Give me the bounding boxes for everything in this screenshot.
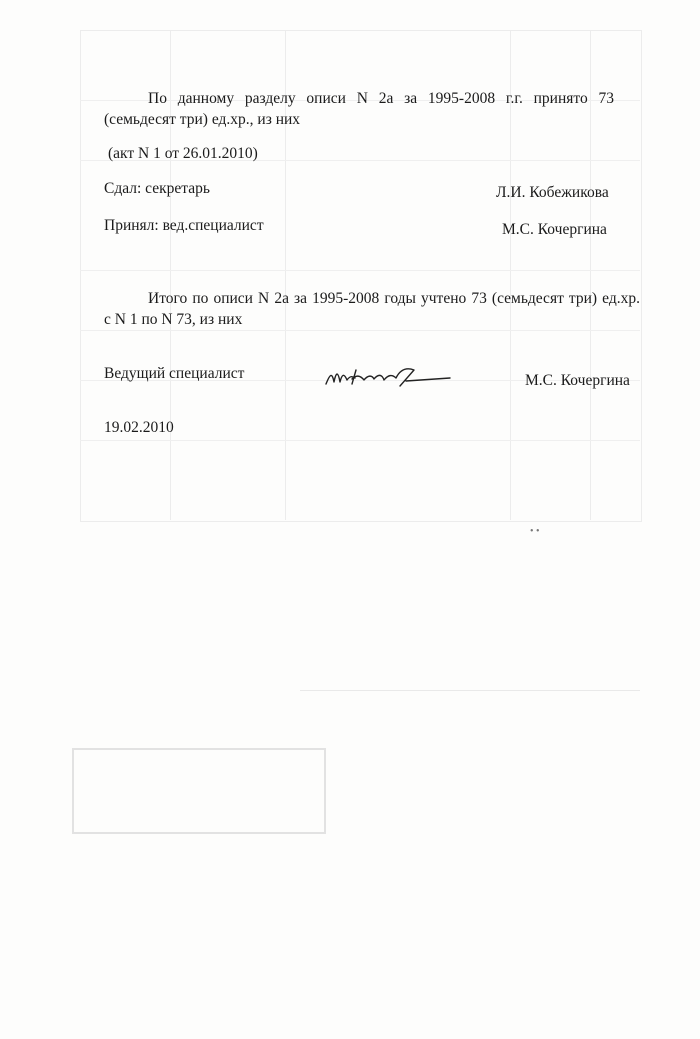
stray-marks: • • [530, 526, 540, 537]
received-name: М.С. Кочергина [502, 221, 607, 238]
leading-specialist-label: Ведущий специалист [104, 365, 245, 382]
handed-name: Л.И. Кобежикова [496, 184, 609, 201]
paragraph-accepted-line2: (семьдесят три) ед.хр., из них [104, 111, 301, 128]
bleed-through-stamp [72, 748, 326, 834]
bleed-through-line [80, 330, 640, 331]
bleed-through-line [80, 440, 640, 441]
paragraph-total-line1: Итого по описи N 2а за 1995-2008 годы учтено 73 (семьдесят три) ед.хр. [148, 290, 640, 307]
handed-label: Сдал: секретарь [104, 180, 210, 197]
handwritten-signature [322, 362, 452, 390]
paragraph-accepted-line1: По данному разделу описи N 2а за 1995-2008 г.г. принято 73 [148, 90, 614, 107]
paragraph-total [104, 288, 640, 330]
leading-specialist-name: М.С. Кочергина [525, 372, 630, 389]
received-label: Принял: вед.специалист [104, 217, 264, 234]
paragraph-accepted [104, 88, 614, 130]
act-reference: (акт N 1 от 26.01.2010) [108, 145, 258, 162]
document-date: 19.02.2010 [104, 419, 174, 436]
bleed-through-line [80, 270, 640, 271]
bleed-through-line [300, 690, 640, 691]
paragraph-total-line2: с N 1 по N 73, из них [104, 311, 243, 328]
